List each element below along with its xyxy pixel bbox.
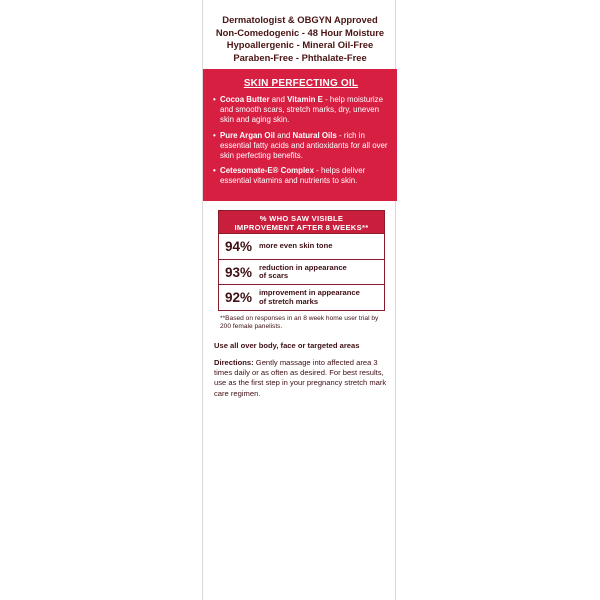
- result-desc-line: more even skin tone: [259, 241, 333, 251]
- claim-line: Paraben-Free - Phthalate-Free: [233, 51, 367, 63]
- bullet-strong: Cocoa Butter: [220, 95, 270, 104]
- results-row: [219, 259, 384, 285]
- claim-line: Hypoallergenic - Mineral Oil-Free: [226, 39, 374, 51]
- bullet-text: - helps deliver essential vitamins and nutrients to skin.: [220, 166, 366, 186]
- bullet-text: - help moisturize and smooth scars, stretch marks, dry, uneven skin and aging skin.: [220, 95, 383, 125]
- result-description: [259, 264, 347, 281]
- result-description: [259, 242, 332, 250]
- usage-line: Use all over body, face or targeted areas: [214, 341, 360, 350]
- oil-bullet: [213, 131, 389, 162]
- result-desc-line: reduction in appearance: [259, 262, 347, 272]
- results-table: [218, 210, 385, 311]
- bullet-text: and: [274, 130, 293, 140]
- bullet-strong: Natural Oils: [292, 130, 337, 140]
- result-desc-line: improvement in appearance: [259, 288, 360, 298]
- result-percent: 94%: [225, 238, 253, 254]
- result-description: [259, 289, 360, 306]
- result-percent: 93%: [225, 264, 253, 280]
- product-label-panel: [202, 0, 396, 600]
- directions-label: Directions:: [214, 358, 254, 367]
- results-table-header: [219, 211, 384, 233]
- claims-block: [203, 14, 397, 64]
- results-footnote: **Based on responses in an 8 week home user trial by 200 female panelists.: [220, 315, 379, 331]
- directions-text: [214, 358, 390, 399]
- results-title-line: IMPROVEMENT AFTER 8 WEEKS**: [234, 223, 369, 232]
- result-percent: 92%: [225, 290, 253, 306]
- result-desc-line: of scars: [259, 271, 289, 281]
- claim-line: Dermatologist & OBGYN Approved: [222, 14, 378, 25]
- bullet-strong: Pure Argan Oil: [220, 130, 275, 140]
- bullet-text: - rich in essential fatty acids and antioxidants for all over skin perfecting benefits.: [220, 130, 388, 161]
- skin-perfecting-oil-block: [203, 69, 397, 201]
- oil-bullet-list: [213, 95, 389, 187]
- oil-title: SKIN PERFECTING OIL: [243, 78, 359, 89]
- oil-bullet: [213, 95, 389, 126]
- claim-line: Non-Comedogenic - 48 Hour Moisture: [215, 26, 385, 38]
- result-desc-line: of stretch marks: [259, 296, 319, 306]
- bullet-strong: Cetesomate-E® Complex: [220, 166, 314, 176]
- results-row: [219, 284, 384, 310]
- results-title-line: % WHO SAW VISIBLE: [259, 214, 344, 223]
- directions-body: Gently massage into affected area 3 times daily or as often as desired. For best results, use as the first step in your pregnancy stretch mark care regimen.: [214, 358, 387, 398]
- results-row: [219, 233, 384, 259]
- bullet-strong: Vitamin E: [287, 95, 323, 104]
- oil-bullet: [213, 166, 389, 186]
- bullet-text: and: [269, 95, 288, 104]
